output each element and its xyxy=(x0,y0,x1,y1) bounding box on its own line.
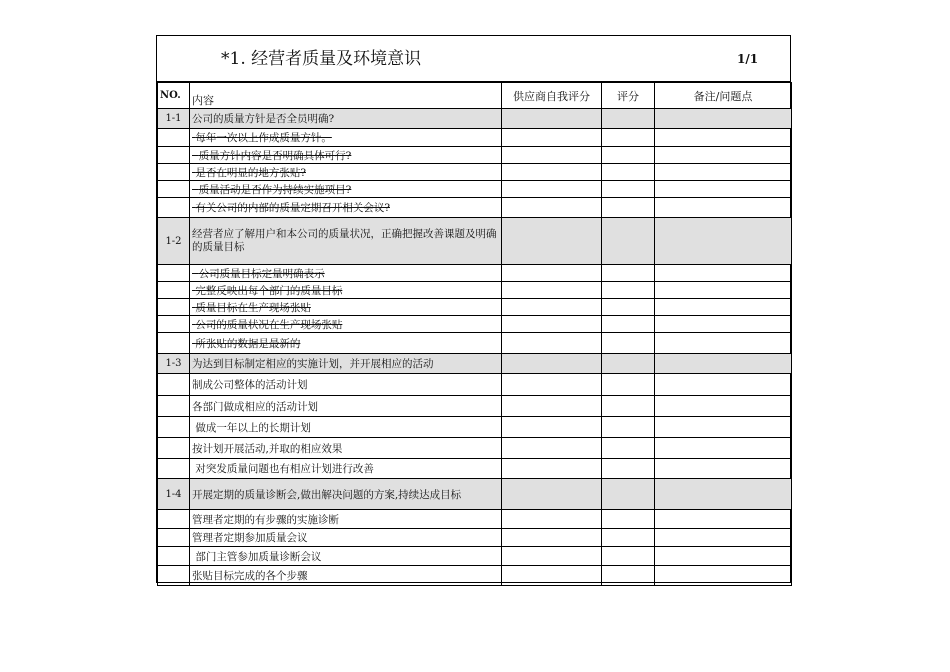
remarks-cell[interactable] xyxy=(655,218,792,265)
header-row xyxy=(158,83,792,109)
item-number xyxy=(158,529,190,547)
remarks-cell[interactable] xyxy=(655,147,792,164)
score-cell[interactable] xyxy=(602,299,655,316)
self-eval-cell[interactable] xyxy=(502,129,602,147)
header-no: NO. xyxy=(158,83,190,109)
item-text-label: 有关公司的内部的质量定期召开相关会议? xyxy=(192,202,390,214)
item-number xyxy=(158,438,190,459)
item-text xyxy=(190,129,502,147)
item-text-label: 完整反映出每个部门的质量目标 xyxy=(192,284,343,297)
item-text-label: 为达到目标制定相应的实施计划，并开展相应的活动 xyxy=(192,358,434,370)
remarks-cell[interactable] xyxy=(655,396,792,417)
table-row xyxy=(158,198,792,218)
item-number xyxy=(158,164,190,181)
score-cell[interactable] xyxy=(602,316,655,333)
score-cell[interactable] xyxy=(602,282,655,299)
remarks-cell[interactable] xyxy=(655,417,792,438)
table-row xyxy=(158,566,792,586)
self-eval-cell[interactable] xyxy=(502,547,602,566)
table-row xyxy=(158,109,792,129)
table-row xyxy=(158,529,792,547)
table-row xyxy=(158,299,792,316)
table-row xyxy=(158,282,792,299)
item-text-label: 制成公司整体的活动计划 xyxy=(192,379,308,391)
table-row xyxy=(158,510,792,529)
remarks-cell[interactable] xyxy=(655,374,792,396)
item-number xyxy=(158,147,190,164)
table-row xyxy=(158,218,792,265)
score-cell[interactable] xyxy=(602,109,655,129)
item-text xyxy=(190,164,502,181)
item-text xyxy=(190,354,502,374)
item-number xyxy=(158,459,190,479)
item-number xyxy=(158,265,190,282)
self-eval-cell[interactable] xyxy=(502,218,602,265)
item-number: 1-1 xyxy=(158,109,190,129)
self-eval-cell[interactable] xyxy=(502,396,602,417)
sheet-title: *1. 经营者质量及环境意识 xyxy=(221,49,422,69)
score-cell[interactable] xyxy=(602,129,655,147)
item-text xyxy=(190,299,502,316)
self-eval-cell[interactable] xyxy=(502,354,602,374)
item-number xyxy=(158,396,190,417)
item-text xyxy=(190,198,502,218)
self-eval-cell[interactable] xyxy=(502,181,602,198)
item-text xyxy=(190,374,502,396)
item-text xyxy=(190,333,502,354)
item-text-label: 各部门做成相应的活动计划 xyxy=(192,400,318,413)
remarks-cell[interactable] xyxy=(655,547,792,566)
self-eval-cell[interactable] xyxy=(502,164,602,181)
item-number xyxy=(158,547,190,566)
item-text-label: 管理者定期的有步骤的实施诊断 xyxy=(192,513,339,526)
item-number xyxy=(158,374,190,396)
remarks-cell[interactable] xyxy=(655,282,792,299)
item-number xyxy=(158,510,190,529)
remarks-cell[interactable] xyxy=(655,265,792,282)
page-number: 1/1 xyxy=(737,52,759,66)
self-eval-cell[interactable] xyxy=(502,374,602,396)
item-number: 1-2 xyxy=(158,218,190,265)
remarks-cell[interactable] xyxy=(655,459,792,479)
item-number xyxy=(158,198,190,218)
item-text xyxy=(190,510,502,529)
self-eval-cell[interactable] xyxy=(502,459,602,479)
item-text xyxy=(190,181,502,198)
item-number xyxy=(158,282,190,299)
audit-sheet xyxy=(156,35,791,583)
item-number: 1-3 xyxy=(158,354,190,374)
self-eval-cell[interactable] xyxy=(502,333,602,354)
item-text-label: 部门主管参加质量诊断会议 xyxy=(192,550,322,563)
item-number xyxy=(158,129,190,147)
item-text-label: 张贴目标完成的各个步骤 xyxy=(192,570,308,582)
item-text-label: 经营者应了解用户和本公司的质量状况，正确把握改善课题及明确的质量目标 xyxy=(192,228,497,253)
table-row xyxy=(158,417,792,438)
remarks-cell[interactable] xyxy=(655,316,792,333)
item-text-label: 公司的质量方针是否全员明确? xyxy=(192,113,335,125)
item-text xyxy=(190,396,502,417)
remarks-cell[interactable] xyxy=(655,181,792,198)
item-text-label: 对突发质量问题也有相应计划进行改善 xyxy=(192,463,374,475)
item-text-label: 是否在明显的地方张贴? xyxy=(192,166,306,179)
remarks-cell[interactable] xyxy=(655,333,792,354)
self-eval-cell[interactable] xyxy=(502,265,602,282)
item-text xyxy=(190,566,502,586)
item-text-label: 按计划开展活动,并取的相应效果 xyxy=(192,442,343,455)
self-eval-cell[interactable] xyxy=(502,566,602,586)
item-number xyxy=(158,566,190,586)
remarks-cell[interactable] xyxy=(655,129,792,147)
self-eval-cell[interactable] xyxy=(502,147,602,164)
table-row xyxy=(158,438,792,459)
item-number xyxy=(158,316,190,333)
item-text xyxy=(190,547,502,566)
self-eval-cell[interactable] xyxy=(502,510,602,529)
score-cell[interactable] xyxy=(602,566,655,586)
score-cell[interactable] xyxy=(602,396,655,417)
item-text-label: 所张贴的数据是最新的 xyxy=(192,337,301,350)
score-cell[interactable] xyxy=(602,354,655,374)
remarks-cell[interactable] xyxy=(655,299,792,316)
item-text xyxy=(190,529,502,547)
self-eval-cell[interactable] xyxy=(502,109,602,129)
score-cell[interactable] xyxy=(602,547,655,566)
header-score: 评分 xyxy=(602,83,655,109)
item-number xyxy=(158,333,190,354)
item-text-label: 公司的质量状况在生产现场张贴 xyxy=(192,318,343,331)
score-cell[interactable] xyxy=(602,164,655,181)
self-eval-cell[interactable] xyxy=(502,282,602,299)
table-row xyxy=(158,459,792,479)
item-text-label: 做成一年以上的长期计划 xyxy=(192,421,311,434)
table-row xyxy=(158,354,792,374)
table-row xyxy=(158,181,792,198)
table-row xyxy=(158,265,792,282)
header-remarks: 备注/问题点 xyxy=(655,83,792,109)
item-text xyxy=(190,438,502,459)
score-cell[interactable] xyxy=(602,265,655,282)
item-text xyxy=(190,265,502,282)
header-content: 内容 xyxy=(190,83,502,109)
item-text xyxy=(190,109,502,129)
item-text-label: 开展定期的质量诊断会,做出解决问题的方案,持续达成目标 xyxy=(192,488,462,501)
item-text-label: 质量方针内容是否明确具体可行? xyxy=(192,149,352,162)
self-eval-cell[interactable] xyxy=(502,299,602,316)
remarks-cell[interactable] xyxy=(655,164,792,181)
table-row xyxy=(158,333,792,354)
score-cell[interactable] xyxy=(602,479,655,510)
self-eval-cell[interactable] xyxy=(502,417,602,438)
score-cell[interactable] xyxy=(602,333,655,354)
table-row xyxy=(158,396,792,417)
remarks-cell[interactable] xyxy=(655,354,792,374)
score-cell[interactable] xyxy=(602,417,655,438)
item-text-label: 管理者定期参加质量会议 xyxy=(192,532,308,544)
item-text-label: 公司质量目标定量明确表示 xyxy=(192,267,325,280)
remarks-cell[interactable] xyxy=(655,529,792,547)
table-row xyxy=(158,547,792,566)
item-number xyxy=(158,299,190,316)
item-text xyxy=(190,218,502,265)
table-row xyxy=(158,147,792,164)
self-eval-cell[interactable] xyxy=(502,529,602,547)
item-text-label: 质量目标在生产现场张贴 xyxy=(192,301,311,314)
self-eval-cell[interactable] xyxy=(502,316,602,333)
score-cell[interactable] xyxy=(602,529,655,547)
item-text xyxy=(190,479,502,510)
header-self-eval: 供应商自我评分 xyxy=(502,83,602,109)
self-eval-cell[interactable] xyxy=(502,479,602,510)
table-row xyxy=(158,316,792,333)
score-cell[interactable] xyxy=(602,218,655,265)
self-eval-cell[interactable] xyxy=(502,438,602,459)
score-cell[interactable] xyxy=(602,438,655,459)
table-row xyxy=(158,479,792,510)
item-text xyxy=(190,417,502,438)
item-text xyxy=(190,282,502,299)
table-row xyxy=(158,374,792,396)
item-text-label: 质量活动是否作为持续实施项目? xyxy=(192,183,352,196)
item-number xyxy=(158,181,190,198)
score-cell[interactable] xyxy=(602,198,655,218)
remarks-cell[interactable] xyxy=(655,198,792,218)
score-cell[interactable] xyxy=(602,147,655,164)
table-row xyxy=(158,164,792,181)
item-text xyxy=(190,459,502,479)
item-number xyxy=(158,417,190,438)
item-text xyxy=(190,316,502,333)
remarks-cell[interactable] xyxy=(655,479,792,510)
score-cell[interactable] xyxy=(602,459,655,479)
table-row xyxy=(158,129,792,147)
remarks-cell[interactable] xyxy=(655,566,792,586)
remarks-cell[interactable] xyxy=(655,510,792,529)
score-cell[interactable] xyxy=(602,374,655,396)
self-eval-cell[interactable] xyxy=(502,198,602,218)
checklist-table xyxy=(157,82,792,586)
item-text xyxy=(190,147,502,164)
score-cell[interactable] xyxy=(602,510,655,529)
item-number: 1-4 xyxy=(158,479,190,510)
score-cell[interactable] xyxy=(602,181,655,198)
remarks-cell[interactable] xyxy=(655,109,792,129)
remarks-cell[interactable] xyxy=(655,438,792,459)
item-text-label: 每年一次以上作成质量方针。 xyxy=(192,132,332,144)
